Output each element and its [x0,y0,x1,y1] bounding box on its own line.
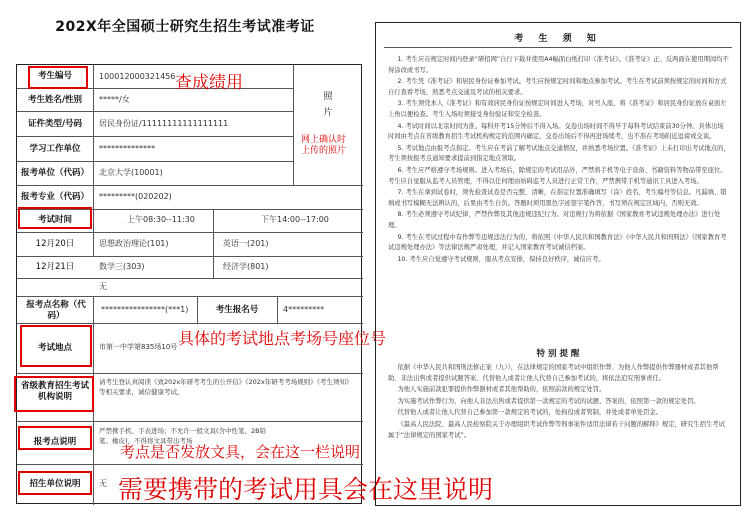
notice-paragraph: 1. 考生应在规定时间内登录“研招网”自行下载并使用A4幅面白纸打印《准考证》。《准考证》正、反两面在使用期间均不得涂改或书写。 [388,56,729,74]
enroll-unit-value: 无 [99,479,107,488]
day2-label: 12月21日 [35,262,75,272]
photo-placeholder: 照 片 [323,92,333,118]
morning-session: 上午08:30--11:30 [127,215,195,224]
page-title: 202X年全国硕士研究生招生考试准考证 [55,19,315,35]
annotation-carry: 需要携带的考试用具会在这里说明 [118,475,494,504]
enroll-unit-label: 招生单位说明 [29,479,81,489]
provincial-label: 省级教育招生考试机构说明 [20,381,89,402]
id-value: 居民身份证/11111111111111111 [99,119,229,128]
work-unit-label: 学习工作单位 [29,144,81,154]
exam-number-label: 考生编号 [37,71,72,81]
highlight-enroll-unit [18,471,92,495]
special-paragraph: 《最高人民法院、最高人民检察院关于办理组织考试作弊等刑事案件适用法律若干问题的解释》规定，研究生招生考试属于“法律规定的国家考试”。 [388,420,725,439]
day2-afternoon-subject: 经济学(801) [223,262,269,271]
provincial-value: 请考生登认真阅读《致202x年研考考生的公开信》《202x年研考考场规则》《考生须知》等相关要求，诚信健康考试。 [99,378,353,396]
work-unit-value: ************** [99,144,155,153]
annotation-photo: 网上确认时 上传的照片 [301,135,347,156]
notice-paragraph: 2. 考生凭《准考证》和居民身份证参加考试。考生应按规定时间和地点参加考试。考生在考试前须按规定的时间和方式自行查看考场，熟悉考点交通及考试的相关要求。 [388,78,727,96]
highlight-exam-number [28,66,88,89]
notice-paragraph: 3. 考生须凭本人《准考证》和有效居民身份证按规定时间进入考场，对号入座，将《准考证》和居民身份证放在桌面左上角以便检查。考生入场时须接受身份验证和安全检查。 [388,100,727,118]
notice-paragraph: 5. 考试地点由报考点指定。考生应在考前了解考试地点交通情况，并熟悉考场位置。《准考证》上未打印出考试地点的，考生须按报考点通知要求提前到指定地点领取。 [388,144,730,163]
day1-afternoon-subject: 英语一(201) [223,239,269,248]
name-label: 考生姓名/性别 [27,95,83,105]
notice-paragraph: 4. 考试时间以北京时间为准。每科开考15分钟后不得入场。交卷出场时间不得早于每科考试结束前30分钟。具体出场时间由考点在省级教育招生考试机构规定的范围内确定，交卷出场后不得再进场续考，也不准在考场附近逗留或交谈。 [388,122,724,141]
apply-major-label: 报考专业（代码） [20,192,89,202]
notice-paragraph: 6. 考生应严格遵守考场规则。进入考场后，除规定的考试用品外，严禁将手机等电子设备、书籍资料等物品带至座位。考生应自觉服从监考人员管理，不得以任何理由妨碍监考人员进行正常工作，严禁携带手机等通讯工具进入考场。 [388,166,727,185]
special-reminder-body [388,363,730,442]
day1-morning-subject: 思想政治理论(101) [99,239,169,248]
apply-unit-value: 北京大学(10001) [99,168,163,177]
blank-row-value: 无 [99,282,107,291]
notice-body [388,55,730,266]
exam-site-value: ****************(***1) [101,305,189,314]
special-reminder-title: 特 别 提 醒 [536,349,580,359]
notice-paragraph: 7. 考生在拿到试卷时，须先检查试卷是否完整、清晰，在指定位置准确填写（涂）姓名、考生编号等信息。凡漏填、错填或书写模糊无法辨认的，后果由考生自负。答题时须用黑色字迹签字笔作答，书写须在规定区域内，否则无效。 [388,189,727,207]
registration-number-value: 4********* [283,305,325,314]
exam-number-value: 100012000321456 [99,72,176,81]
registration-number-label: 考生报名号 [215,305,259,315]
exam-site-label: 报考点名称（代码） [26,300,86,321]
highlight-venue [20,325,92,367]
special-paragraph: 为他人实施前款犯罪提供作弊器材或者其他帮助的，依照前款的规定处罚。 [397,386,606,394]
annotation-tools: 考点是否发放文具，会在这一栏说明 [120,443,361,461]
day1-label: 12月20日 [35,239,75,249]
highlight-exam-time [18,207,92,229]
annotation-score: 查成绩用 [175,73,243,93]
notice-paragraph: 9. 考生在考试过程中有作弊等违规违法行为的，将依照《中华人民共和国教育法》《中华人民共和国刑法》《国家教育考试违规处理办法》等法律法规严肃处理，并记入国家教育考试诚信档案。 [388,233,727,252]
exam-notice [375,22,741,506]
special-paragraph: 代替他人或者让他人代替自己参加第一款规定的考试的，处拘役或者管制，并处或者单处罚金。 [397,409,662,417]
afternoon-session: 下午14:00--17:00 [261,215,329,224]
day2-morning-subject: 数学三(303) [99,262,145,271]
venue-value: 市第一中学第835场10号 [99,343,178,351]
name-value: *****/女 [99,95,130,104]
exam-time-label: 考试时间 [37,215,72,225]
notice-title: 考 生 须 知 [514,34,602,44]
notice-paragraph: 10. 考生应自觉遵守考试规则，服从考点安排，保持良好秩序，诚信应考。 [397,255,605,263]
exam-point-label: 报考点说明 [33,437,77,447]
id-label: 证件类型/号码 [27,119,83,129]
apply-unit-label: 报考单位（代码） [20,168,89,178]
highlight-provincial [14,376,94,412]
apply-major-value: *********(020202) [99,192,172,201]
highlight-exam-point [18,426,92,450]
notice-paragraph: 8. 考生必须遵守考试纪律，严禁作弊及其他违规违纪行为。对违规行为将依据《国家教育考试违规处理办法》进行处理。 [388,211,721,229]
exam-point-value: 严禁携手机、手表进场；不允许一般文具(含中性笔、2B铅笔、橡皮)，不得将文具带出考场 [99,427,267,445]
annotation-venue: 具体的考试地点考场号座位号 [178,329,387,348]
special-paragraph: 依据《中华人民共和国刑法修正案（九）》，在法律规定的国家考试中组织作弊、为他人作弊提供作弊器材或者其他帮助、非法出售或者提供试题答案、代替他人或者让他人代替自己参加考试的，将依法追究刑事责任。 [388,364,719,382]
venue-label: 考试地点 [37,343,72,353]
special-paragraph: 为实施考试作弊行为，向他人非法出售或者提供第一款规定的考试的试题、答案的，依照第一款的规定处罚。 [397,397,700,405]
